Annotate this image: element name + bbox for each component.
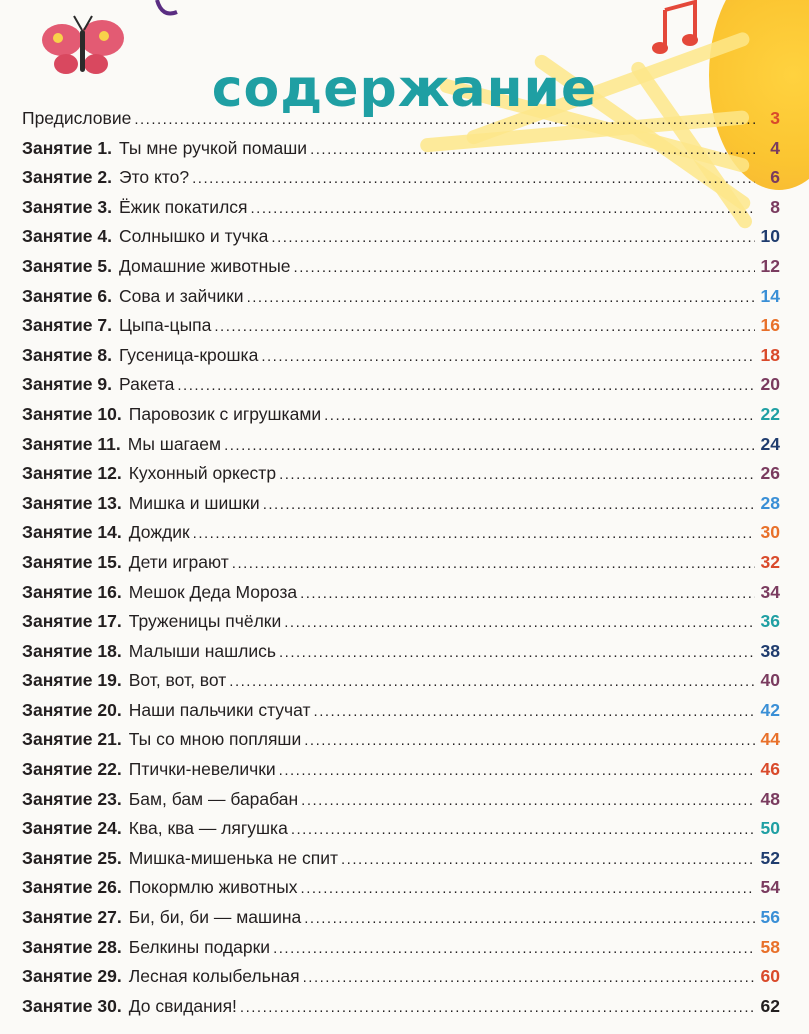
lesson-number: Занятие 3.: [22, 196, 112, 217]
lesson-title: Дети играют: [128, 551, 229, 572]
lesson-title: Предисловие: [22, 108, 132, 128]
lesson-title: Мешок Деда Мороза: [128, 581, 298, 602]
lesson-number: Занятие 13.: [22, 492, 122, 513]
page-number: 38: [760, 640, 780, 661]
lesson-number: Занятие 1.: [22, 137, 112, 158]
dot-leader: [232, 555, 755, 572]
page-number: 4: [770, 137, 780, 158]
toc-entry[interactable]: [22, 818, 780, 848]
toc-entry[interactable]: [22, 789, 780, 819]
page-number: 48: [760, 788, 780, 809]
toc-entry-label: [22, 641, 276, 662]
decorative-stroke: [152, 0, 182, 20]
lesson-number: Занятие 25.: [22, 847, 122, 868]
lesson-number: Занятие 6.: [22, 285, 112, 306]
lesson-title: Покормлю животных: [128, 877, 298, 898]
dot-leader: [314, 703, 755, 720]
toc-entry-label: [22, 286, 244, 307]
toc-entry-label: [22, 789, 298, 810]
page-number: 12: [760, 255, 780, 276]
toc-entry[interactable]: [22, 197, 780, 227]
page-number: 28: [760, 492, 780, 513]
page-number: 52: [760, 847, 780, 868]
toc-entry-label: [22, 818, 288, 839]
toc-entry[interactable]: [22, 670, 780, 700]
page-number: 10: [760, 226, 780, 247]
lesson-title: Дождик: [128, 522, 190, 543]
toc-entry-label: [22, 226, 268, 247]
toc-entry-label: [22, 848, 338, 869]
toc-entry-label: [22, 937, 270, 958]
page-number: 56: [760, 907, 780, 928]
dot-leader: [134, 111, 755, 128]
lesson-number: Занятие 23.: [22, 788, 122, 809]
lesson-title: Белкины подарки: [128, 936, 271, 957]
page-number: 22: [760, 403, 780, 424]
toc-entry-label: [22, 315, 211, 336]
page-number: 18: [760, 344, 780, 365]
page-number: 40: [760, 670, 780, 691]
toc-entry[interactable]: [22, 907, 780, 937]
lesson-title: Ты со мною попляши: [128, 729, 302, 750]
toc-entry[interactable]: [22, 996, 780, 1026]
music-note-icon: [650, 0, 710, 60]
toc-entry[interactable]: [22, 522, 780, 552]
lesson-number: Занятие 8.: [22, 344, 112, 365]
toc-entry[interactable]: [22, 966, 780, 996]
lesson-title: Цыпа-цыпа: [119, 315, 212, 336]
lesson-number: Занятие 24.: [22, 818, 122, 839]
toc-entry-label: [22, 877, 298, 898]
lesson-title: Малыши нашлись: [128, 640, 276, 661]
lesson-number: Занятие 21.: [22, 729, 122, 750]
lesson-title: До свидания!: [128, 995, 237, 1016]
toc-entry-label: [22, 700, 311, 721]
page-number: 42: [760, 699, 780, 720]
page-number: 50: [760, 818, 780, 839]
lesson-title: Бам, бам — барабан: [128, 788, 299, 809]
toc-entry[interactable]: [22, 138, 780, 168]
lesson-title: Би, би, би — машина: [128, 907, 302, 928]
page-number: 16: [760, 315, 780, 336]
toc-entry[interactable]: [22, 256, 780, 286]
toc-entry[interactable]: [22, 729, 780, 759]
lesson-number: Занятие 16.: [22, 581, 122, 602]
dot-leader: [279, 644, 755, 661]
toc-entry[interactable]: [22, 404, 780, 434]
lesson-title: Лесная колыбельная: [128, 966, 300, 987]
lesson-title: Ква, ква — лягушка: [128, 818, 288, 839]
toc-entry-label: [22, 256, 291, 277]
page-title: содержание: [211, 58, 598, 119]
page-number: 24: [760, 433, 780, 454]
toc-entry[interactable]: [22, 345, 780, 375]
lesson-number: Занятие 22.: [22, 759, 122, 780]
dot-leader: [284, 614, 755, 631]
toc-entry[interactable]: [22, 611, 780, 641]
toc-entry-label: [22, 493, 260, 514]
lesson-title: Вот, вот, вот: [128, 670, 227, 691]
toc-entry[interactable]: [22, 315, 780, 345]
toc-entry[interactable]: [22, 552, 780, 582]
lesson-number: Занятие 28.: [22, 936, 122, 957]
page-number: 58: [760, 936, 780, 957]
dot-leader: [263, 496, 755, 513]
lesson-title: Паровозик с игрушками: [128, 403, 322, 424]
lesson-title: Ты мне ручкой помаши: [119, 137, 308, 158]
lesson-number: Занятие 2.: [22, 167, 112, 188]
dot-leader: [301, 792, 755, 809]
lesson-number: Занятие 10.: [22, 403, 122, 424]
dot-leader: [247, 289, 755, 306]
toc-entry[interactable]: [22, 759, 780, 789]
lesson-title: Мы шагаем: [127, 433, 222, 454]
page-number: 6: [770, 167, 780, 188]
lesson-title: Труженицы пчёлки: [128, 611, 282, 632]
lesson-number: Занятие 18.: [22, 640, 122, 661]
toc-entry[interactable]: [22, 493, 780, 523]
dot-leader: [251, 200, 755, 217]
toc-entry[interactable]: [22, 434, 780, 464]
toc-entry-label: [22, 374, 174, 395]
dot-leader: [224, 437, 755, 454]
lesson-title: Это кто?: [119, 167, 190, 188]
page-number: 36: [760, 611, 780, 632]
toc-entry-label: [22, 167, 189, 188]
lesson-number: Занятие 15.: [22, 551, 122, 572]
dot-leader: [177, 377, 755, 394]
lesson-title: Мишка-мишенька не спит: [128, 847, 338, 868]
toc-entry-label: [22, 611, 281, 632]
dot-leader: [304, 732, 755, 749]
lesson-title: Сова и зайчики: [119, 285, 244, 306]
toc-entry[interactable]: [22, 167, 780, 197]
dot-leader: [300, 585, 755, 602]
toc-entry[interactable]: [22, 108, 780, 138]
lesson-title: Мишка и шишки: [128, 492, 260, 513]
toc-entry-label: [22, 552, 229, 573]
lesson-number: Занятие 11.: [22, 433, 121, 454]
page-number: 60: [760, 966, 780, 987]
toc-entry[interactable]: [22, 700, 780, 730]
lesson-number: Занятие 17.: [22, 611, 122, 632]
lesson-number: Занятие 20.: [22, 699, 122, 720]
lesson-title: Солнышко и тучка: [119, 226, 269, 247]
dot-leader: [294, 259, 755, 276]
lesson-number: Занятие 19.: [22, 670, 122, 691]
dot-leader: [273, 940, 755, 957]
page-number: 3: [770, 108, 780, 128]
toc-entry[interactable]: [22, 877, 780, 907]
dot-leader: [310, 141, 755, 158]
lesson-title: Ёжик покатился: [119, 196, 248, 217]
toc-entry-label: [22, 138, 307, 159]
lesson-number: Занятие 27.: [22, 907, 122, 928]
toc-entry-label: [22, 197, 248, 218]
toc-entry-label: [22, 345, 258, 366]
dot-leader: [303, 969, 755, 986]
toc-entry[interactable]: [22, 463, 780, 493]
page-number: 54: [760, 877, 780, 898]
page-number: 34: [760, 581, 780, 602]
toc-entry[interactable]: [22, 848, 780, 878]
lesson-title: Гусеница-крошка: [119, 344, 259, 365]
dot-leader: [240, 999, 755, 1016]
lesson-number: Занятие 29.: [22, 966, 122, 987]
toc-entry-label: [22, 108, 131, 129]
page-number: 30: [760, 522, 780, 543]
toc-entry-label: [22, 996, 237, 1017]
page-number: 26: [760, 463, 780, 484]
toc-entry[interactable]: [22, 374, 780, 404]
toc-entry-label: [22, 759, 276, 780]
lesson-number: Занятие 26.: [22, 877, 122, 898]
lesson-number: Занятие 7.: [22, 315, 112, 336]
lesson-number: Занятие 30.: [22, 995, 122, 1016]
toc-entry-label: [22, 582, 297, 603]
dot-leader: [341, 851, 755, 868]
toc-entry-label: [22, 907, 301, 928]
table-of-contents: [22, 108, 780, 1025]
page-number: 46: [760, 759, 780, 780]
dot-leader: [279, 466, 755, 483]
dot-leader: [192, 170, 755, 187]
toc-entry-label: [22, 966, 300, 987]
page-number: 62: [760, 995, 780, 1016]
toc-entry-label: [22, 434, 221, 455]
toc-entry-label: [22, 522, 190, 543]
dot-leader: [229, 673, 755, 690]
page-number: 44: [760, 729, 780, 750]
toc-entry-label: [22, 404, 321, 425]
dot-leader: [304, 910, 755, 927]
dot-leader: [324, 407, 755, 424]
dot-leader: [193, 525, 755, 542]
toc-entry-label: [22, 670, 226, 691]
toc-entry[interactable]: [22, 937, 780, 967]
dot-leader: [271, 229, 755, 246]
toc-entry[interactable]: [22, 226, 780, 256]
toc-entry-label: [22, 463, 276, 484]
page-number: 20: [760, 374, 780, 395]
lesson-number: Занятие 9.: [22, 374, 112, 395]
dot-leader: [291, 821, 755, 838]
toc-entry[interactable]: [22, 286, 780, 316]
dot-leader: [214, 318, 755, 335]
toc-entry[interactable]: [22, 641, 780, 671]
page-number: 14: [760, 285, 780, 306]
lesson-title: Ракета: [119, 374, 175, 395]
lesson-title: Домашние животные: [119, 255, 291, 276]
page-number: 32: [760, 551, 780, 572]
lesson-number: Занятие 5.: [22, 255, 112, 276]
lesson-number: Занятие 14.: [22, 522, 122, 543]
lesson-number: Занятие 12.: [22, 463, 122, 484]
lesson-title: Птички-невелички: [128, 759, 276, 780]
toc-entry-label: [22, 729, 301, 750]
page-number: 8: [770, 196, 780, 217]
lesson-title: Кухонный оркестр: [128, 463, 277, 484]
lesson-number: Занятие 4.: [22, 226, 112, 247]
dot-leader: [301, 880, 755, 897]
lesson-title: Наши пальчики стучат: [128, 699, 311, 720]
dot-leader: [261, 348, 755, 365]
toc-entry[interactable]: [22, 582, 780, 612]
dot-leader: [279, 762, 755, 779]
